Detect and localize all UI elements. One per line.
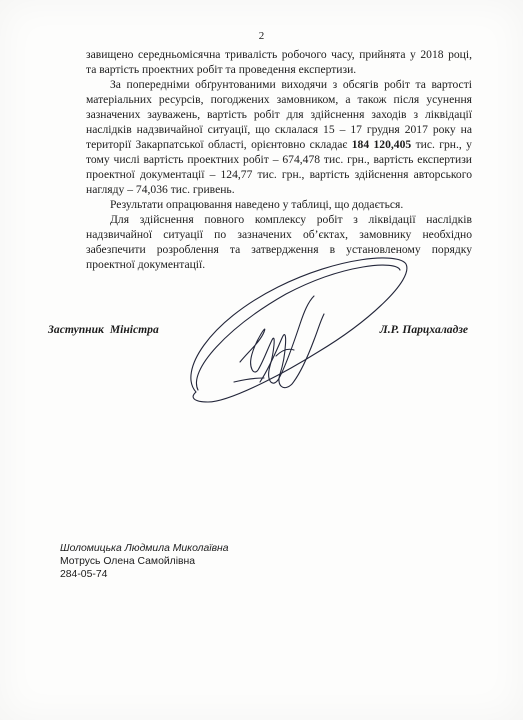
executor-contacts	[60, 542, 229, 581]
signer-name: Л.Р. Парцхаладзе	[379, 323, 468, 336]
paragraph-continuation: завищено середньомісячна тривалість робочого часу, прийнята у 2018 році, та вартість проектних робіт та проведення експертизи.	[86, 48, 472, 76]
paragraph-cost-estimate	[86, 77, 472, 197]
handwritten-signature	[168, 252, 418, 427]
executor-phone: 284-05-74	[60, 569, 108, 580]
cost-text-before: За попередніми обґрунтованими виходячи з обсягів робіт та вартості матеріальних ресурсів, погоджених замовником, а також після усунення зазначених зауважень, вартість робіт для здійснення заходів з ліквідації наслідків надзвичайної ситуації, що склалася 15 – 17 грудня 2017 року на території Закарпатської області, орієнтовно складає	[86, 78, 472, 151]
letter-body	[86, 47, 472, 272]
paragraph-requirements: Для здійснення повного комплексу робіт з ліквідації наслідків надзвичайної ситуації по зазначених об’єктах, замовнику необхідно забезпечити розроблення та затвердження в установленому порядку проектної документації.	[86, 213, 472, 271]
cost-text-after: тис. грн., у тому числі вартість проектних робіт – 674,478 тис. грн., вартість експертизи проектної документації – 124,77 тис. грн., вартість здійснення авторського нагляду – 74,036 тис. гривень.	[86, 138, 472, 196]
paragraph-results: Результати опрацювання наведено у таблиці, що додається.	[110, 198, 404, 211]
executor-name-1: Шоломицька Людмила Миколаївна	[60, 543, 229, 554]
signer-title: Заступник Міністра	[48, 323, 159, 336]
page-number: 2	[258, 30, 265, 42]
signature-block	[48, 323, 478, 339]
executor-name-2: Мотрусь Олена Самойлівна	[60, 556, 196, 567]
total-cost-value: 184 120,405	[351, 138, 412, 151]
